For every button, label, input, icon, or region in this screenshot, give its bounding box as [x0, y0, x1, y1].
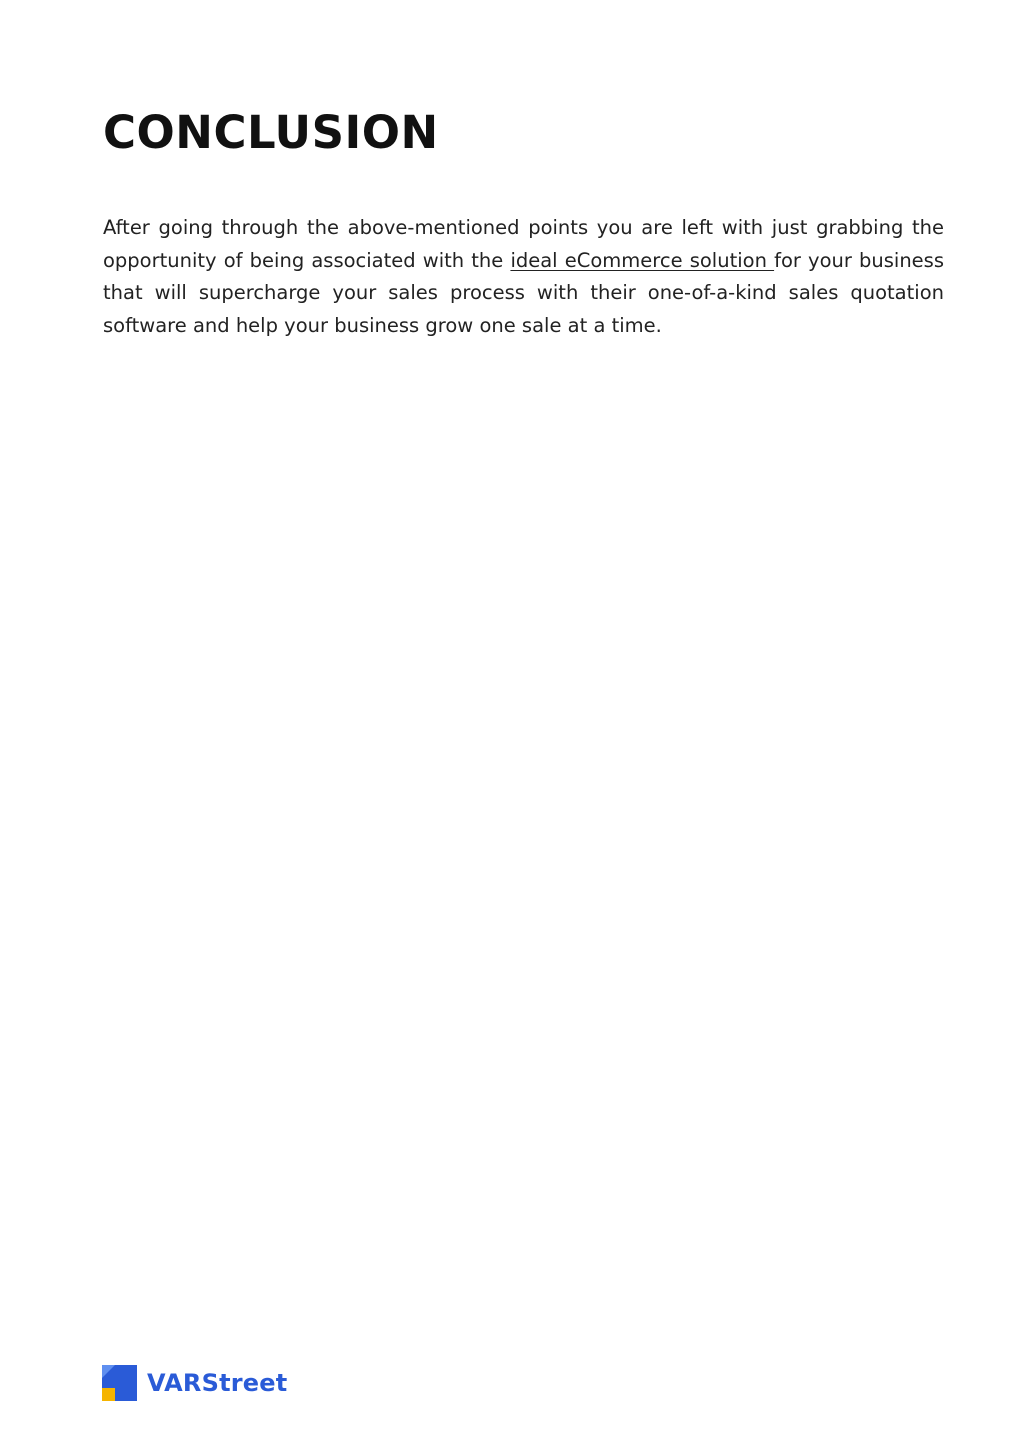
- page-title: CONCLUSION: [103, 106, 439, 159]
- paragraph-text-after: for your business that will supercharge your sales process with their one-of-a-kind sales quotation software and help your business grow one sale at a time.: [103, 248, 945, 337]
- paragraph-text-before: After going through the above-mentioned points you are left with just grabbing the opportunity of being associated with the: [103, 216, 944, 272]
- footer-brand: [102, 1364, 287, 1402]
- varstreet-logo-icon: [102, 1365, 137, 1401]
- brand-name: VARStreet: [147, 1369, 288, 1397]
- ideal-ecommerce-solution-link[interactable]: ideal eCommerce solution: [510, 248, 775, 272]
- conclusion-paragraph: [103, 212, 944, 342]
